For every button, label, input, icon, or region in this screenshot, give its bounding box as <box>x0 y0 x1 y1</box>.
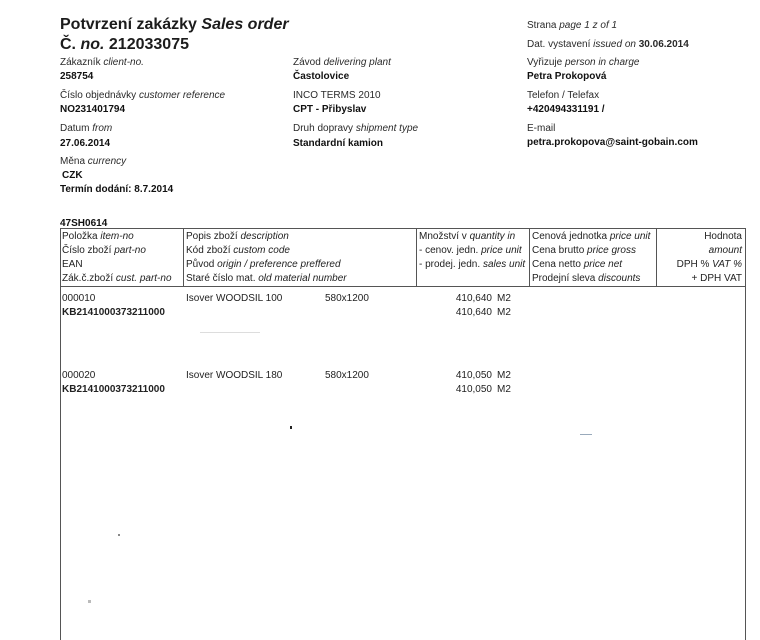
scan-speck <box>88 600 91 603</box>
inco-value: CPT - Přibyslav <box>293 104 367 115</box>
issued-date <box>527 39 689 50</box>
order-number <box>60 36 189 54</box>
issued-value: 30.06.2014 <box>638 39 689 50</box>
title-cz: Potvrzení zakázky <box>60 16 197 33</box>
table-row-2-part-no: KB2141000373211000 <box>62 384 165 395</box>
col-divider-2 <box>416 228 417 286</box>
plant-label <box>293 57 391 68</box>
table-row-2-item-no: 000020 <box>62 370 96 381</box>
hdr-col3-row1: Množství v quantity in <box>419 231 516 242</box>
table-header-divider <box>60 286 746 287</box>
hdr-col5-row1: Hodnota <box>704 231 742 242</box>
client-label-en: client-no. <box>103 57 144 68</box>
document-title <box>60 16 289 34</box>
hdr-col4-row2: Cena brutto price gross <box>532 245 636 256</box>
hdr-col3-row3: - prodej. jedn. sales unit <box>419 259 526 270</box>
table-code: 47SH0614 <box>60 218 108 229</box>
email-label: E-mail <box>527 123 556 134</box>
currency-label <box>60 156 126 167</box>
from-label-en: from <box>92 123 113 134</box>
hdr-col4-row1: Cenová jednotka price unit <box>532 231 651 242</box>
hdr-col2-row2: Kód zboží custom code <box>186 245 290 256</box>
delivery-value: 8.7.2014 <box>134 184 174 195</box>
person-label-en: person in charge <box>564 57 640 68</box>
table-row-1-qty2: 410,640 <box>455 307 492 318</box>
plant-label-cz: Závod <box>293 57 321 68</box>
hdr-col3-row2: - cenov. jedn. price unit <box>419 245 522 256</box>
table-row-1-unit2: M2 <box>497 307 511 318</box>
currency-label-cz: Měna <box>60 156 86 167</box>
table-row-2-unit2: M2 <box>497 384 511 395</box>
custref-label-cz: Číslo objednávky <box>60 90 137 101</box>
person-label <box>527 57 639 68</box>
table-row-1-qty1: 410,640 <box>455 293 492 304</box>
number-prefix: Č. <box>60 36 76 53</box>
custref-label <box>60 90 225 101</box>
col-divider-1 <box>183 228 184 286</box>
col-divider-4 <box>656 228 657 286</box>
scan-speck <box>290 426 292 429</box>
hdr-col2-row1: Popis zboží description <box>186 231 289 242</box>
shipment-value: Standardní kamion <box>293 138 384 149</box>
issued-label-en: issued on <box>593 39 636 50</box>
delivery-label: Termín dodání: <box>60 184 132 195</box>
table-row-2-unit1: M2 <box>497 370 511 381</box>
currency-value: CZK <box>62 170 83 181</box>
hdr-col1-row1: Položka item-no <box>62 231 134 242</box>
hdr-col1-row3: EAN <box>62 259 83 270</box>
from-label <box>60 123 112 134</box>
phone-label: Telefon / Telefax <box>527 90 600 101</box>
title-en: Sales order <box>201 16 289 33</box>
delivery-date <box>60 184 173 195</box>
client-label-cz: Zákazník <box>60 57 101 68</box>
hdr-col1-row2: Číslo zboží part-no <box>62 245 146 256</box>
custref-label-en: customer reference <box>138 90 226 101</box>
table-row-2-qty2: 410,050 <box>455 384 492 395</box>
scan-speck <box>118 534 120 536</box>
issued-label-cz: Dat. vystavení <box>527 39 591 50</box>
hdr-col1-row4: Zák.č.zboží cust. part-no <box>62 273 172 284</box>
from-label-cz: Datum <box>60 123 90 134</box>
inco-label: INCO TERMS 2010 <box>293 90 381 101</box>
scan-speck <box>580 434 592 435</box>
plant-label-en: delivering plant <box>323 57 391 68</box>
currency-label-en: currency <box>87 156 127 167</box>
hdr-col5-row3: DPH % VAT % <box>676 259 742 270</box>
client-value: 258754 <box>60 71 94 82</box>
plant-value: Častolovice <box>293 71 350 82</box>
email-value[interactable]: petra.prokopova@saint-gobain.com <box>527 137 698 148</box>
custref-value: NO231401794 <box>60 104 126 115</box>
number-value: 212033075 <box>108 36 189 53</box>
from-value: 27.06.2014 <box>60 138 111 149</box>
person-value: Petra Prokopová <box>527 71 607 82</box>
table-row-2-qty1: 410,050 <box>455 370 492 381</box>
table-row-1-unit1: M2 <box>497 293 511 304</box>
table-row-1-size: 580x1200 <box>325 293 369 304</box>
client-label <box>60 57 144 68</box>
table-row-1-item-no: 000010 <box>62 293 96 304</box>
page-value: page 1 z of 1 <box>559 20 618 31</box>
number-label-en: no. <box>80 36 105 53</box>
shipment-label <box>293 123 418 134</box>
hdr-col4-row3: Cena netto price net <box>532 259 623 270</box>
shipment-label-cz: Druh dopravy <box>293 123 354 134</box>
shipment-label-en: shipment type <box>355 123 419 134</box>
phone-value: +420494331191 / <box>527 104 605 115</box>
hdr-col2-row4: Staré číslo mat. old material number <box>186 273 347 284</box>
person-label-cz: Vyřizuje <box>527 57 563 68</box>
table-row-2-size: 580x1200 <box>325 370 369 381</box>
table-row-1-description: Isover WOODSIL 100 <box>186 293 283 304</box>
hdr-col4-row4: Prodejní sleva discounts <box>532 273 641 284</box>
table-row-1-part-no: KB2141000373211000 <box>62 307 165 318</box>
page-label: Strana <box>527 20 557 31</box>
table-row-2-description: Isover WOODSIL 180 <box>186 370 283 381</box>
page-indicator <box>527 20 617 31</box>
items-table <box>60 228 746 640</box>
hdr-col5-row2: amount <box>708 245 742 256</box>
col-divider-3 <box>529 228 530 286</box>
hdr-col2-row3: Původ origin / preference preffered <box>186 259 341 270</box>
hdr-col5-row4: + DPH VAT <box>691 273 742 284</box>
scan-speck <box>200 332 260 333</box>
